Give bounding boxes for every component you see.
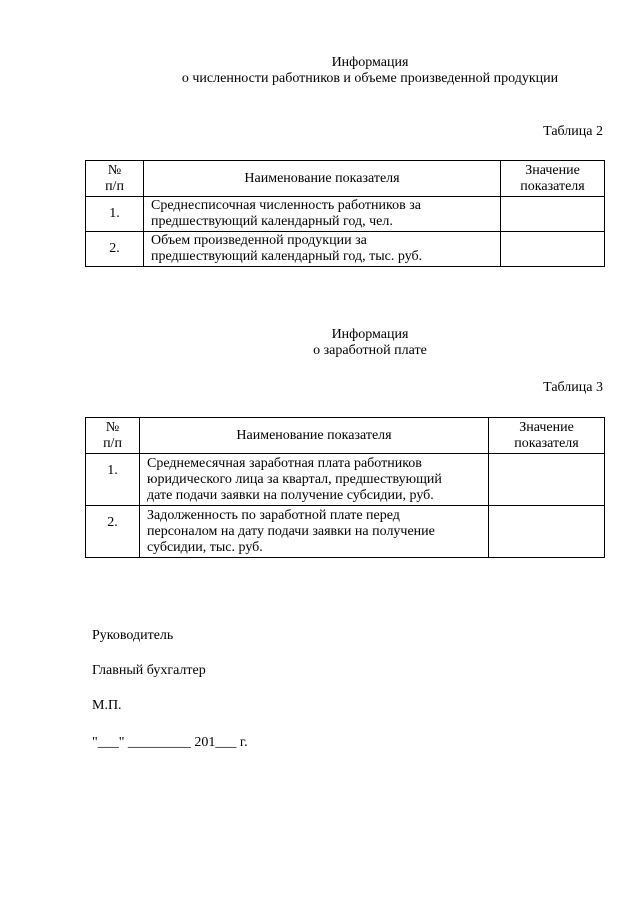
table-row [86,197,605,232]
row-name-line: субсидии, тыс. руб. [147,539,263,555]
num-header-line2: п/п [103,435,122,451]
row-number: 2. [86,232,144,267]
num-header-line1: № [105,419,120,435]
section2-subtitle: о заработной плате [313,343,427,358]
row-name [144,197,501,232]
value-header-line1: Значение [519,419,574,435]
table2-header-row [86,161,605,197]
table2-num-header [86,161,144,197]
table2-value-header [501,161,605,197]
num-header-line2: п/п [105,178,124,194]
row-name-line: Среднесписочная численность работников за [151,198,421,213]
value-header-line2: показателя [520,178,585,194]
row-name-line: Среднемесячная заработная плата работников [147,455,422,471]
date-line: "___" _________ 201___ г. [92,735,248,750]
row-name-line: Объем произведенной продукции за [151,233,367,248]
seal-label: М.П. [92,698,122,713]
row-name-line: предшествующий календарный год, чел. [151,214,393,229]
num-header-line1: № [107,162,122,178]
row-number: 1. [86,454,140,506]
table2 [85,160,605,267]
table-row [86,232,605,267]
table3 [85,417,605,558]
value-header-line1: Значение [525,162,580,178]
row-name-line: юридического лица за квартал, предшествующий [147,471,442,487]
row-name-line: персоналом на дату подачи заявки на получение [147,523,435,539]
table3-label: Таблица 3 [543,380,603,395]
table2-label: Таблица 2 [543,124,603,139]
signature-head-label: Руководитель [92,628,174,643]
row-name-line: Задолженность по заработной плате перед [147,507,400,523]
signature-accountant-label: Главный бухгалтер [92,663,206,678]
section1-heading [0,55,640,87]
row-value [489,506,605,558]
value-header-line2: показателя [514,435,579,451]
row-value [501,232,605,267]
section1-subtitle: о численности работников и объеме произведенной продукции [181,71,559,86]
row-name-line: дате подачи заявки на получение субсидии, руб. [147,487,434,503]
section1-title: Информация [331,55,409,70]
table3-name-header: Наименование показателя [140,418,489,454]
table3-value-header [489,418,605,454]
row-name [140,506,489,558]
row-number: 1. [86,197,144,232]
row-name [144,232,501,267]
row-value [501,197,605,232]
section2-heading [0,327,640,359]
table3-header-row [86,418,605,454]
table2-name-header: Наименование показателя [144,161,501,197]
row-number: 2. [86,506,140,558]
row-name [140,454,489,506]
table-row [86,454,605,506]
row-name-line: предшествующий календарный год, тыс. руб. [151,249,423,264]
table-row [86,506,605,558]
table3-num-header [86,418,140,454]
section2-title: Информация [331,327,409,342]
row-value [489,454,605,506]
